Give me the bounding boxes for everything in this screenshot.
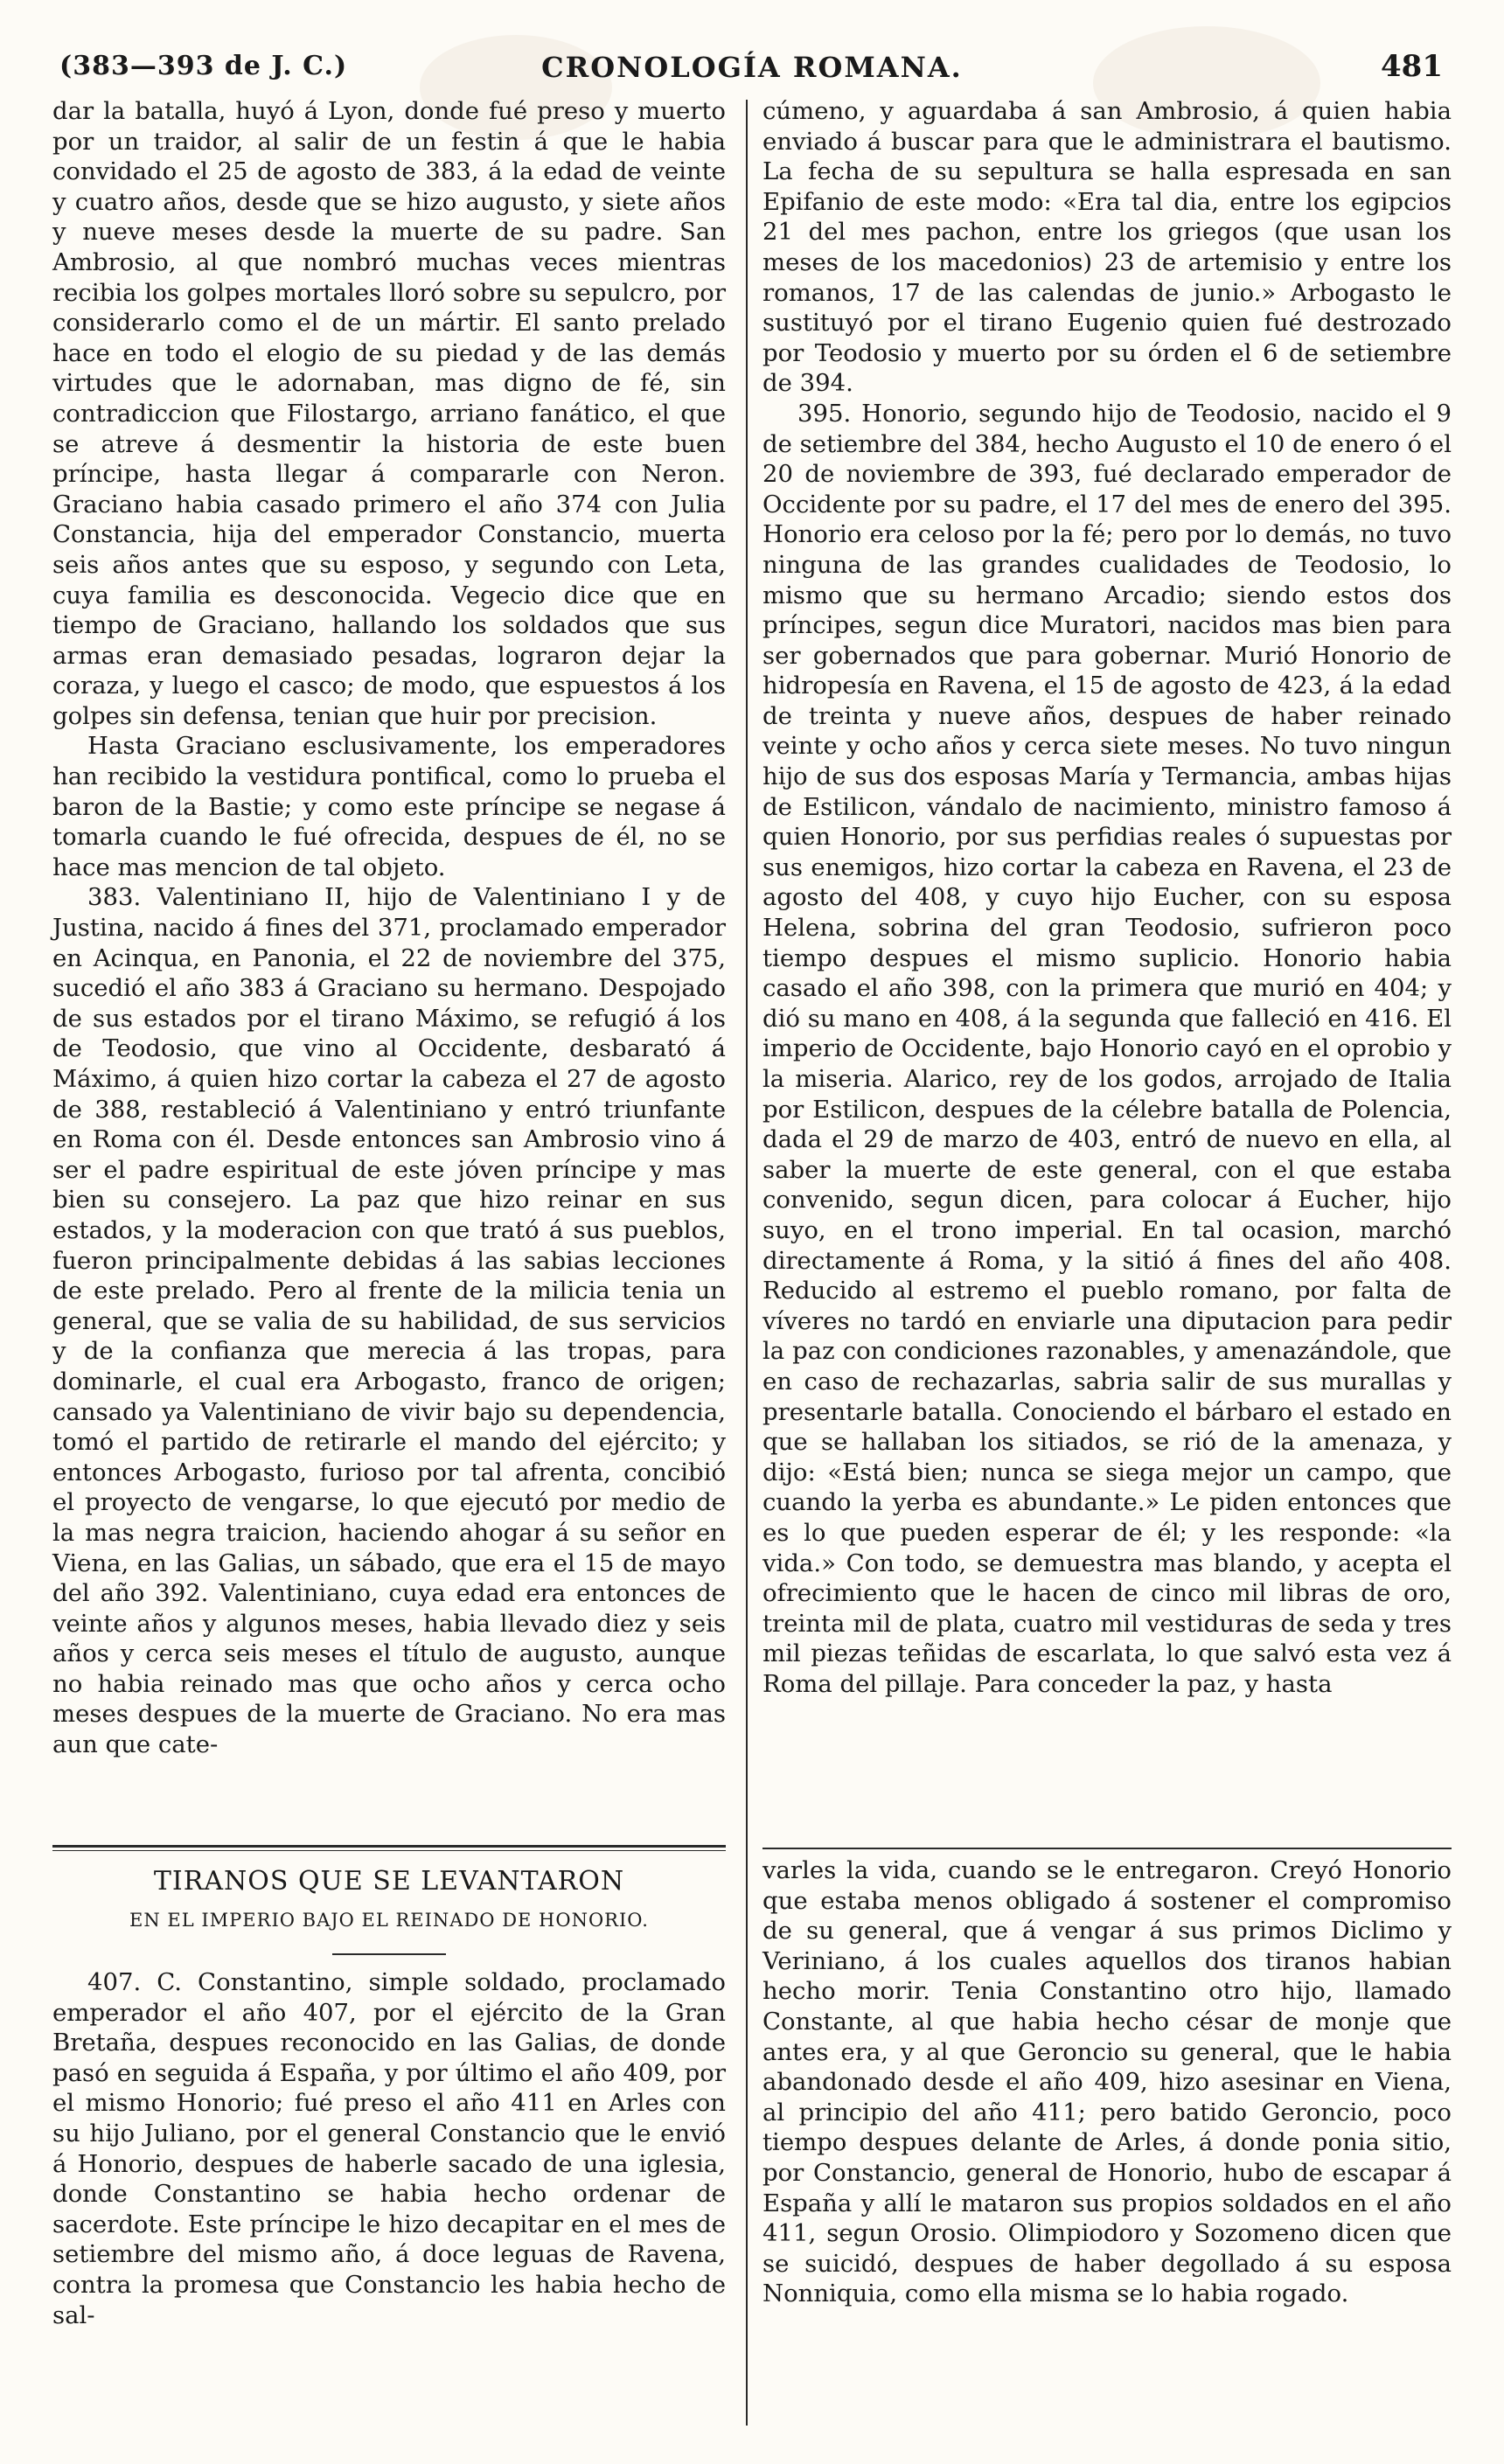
paragraph: 395. Honorio, segundo hijo de Teodosio, nacido el 9 de setiembre del 384, hecho Augusto el 10 de enero ó el 20 de noviembre de 393, fué declarado emperador de Occidente por su padre, el 17 del mes de enero del 395. Honorio era celoso por la fé; pero por lo demás, no tuvo ninguna de las grandes cualidades de Teodosio, lo mismo que su hermano Arcadio; siendo estos dos príncipes, segun dice Muratori, nacidos mas bien para ser gobernados que para gobernar. Murió Honorio de hidropesía en Ravena, el 15 de agosto de 423, á la edad de treinta y nueve años, despues de haber reinado veinte y ocho años y cerca siete meses. No tuvo ningun hijo de sus dos esposas María y Termancia, ambas hijas de Estilicon, vándalo de nacimiento, ministro famoso á quien Honorio, por sus perfidias reales ó supuestas por sus enemigos, hizo cortar la cabeza en Ravena, el 23 de agosto del 408, y cuyo hijo Eucher, con su esposa Helena, sobrina del gran Teodosio, sufrieron poco tiempo despues el mismo suplicio. Honorio habia casado el año 398, con la primera que murió en 404; y dió su mano en 408, á la segunda que falleció en 416. El imperio de Occidente, bajo Honorio cayó en el oprobio y la miseria. Alarico, rey de los godos, arrojado de Italia por Estilicon, despues de la célebre batalla de Polencia, dada el 29 de marzo de 403, entró de nuevo en ella, al saber la muerte de este general, con el que estaba convenido, segun dicen, para colocar á Eucher, hijo suyo, en el trono imperial. En tal ocasion, marchó directamente á Roma, y la sitió á fines del año 408. Reducido al estremo el pueblo romano, por falta de víveres no tardó en enviarle una diputacion para pedir la paz con condiciones razonables, y amenazándole, que en caso de rechazarlas, sabria salir de sus murallas y presentarle batalla. Conociendo el bárbaro el estado en que se hallaban los sitiados, se rió de la amenaza, y dijo: «Está bien; nunca se siega mejor un campo, que cuando la yerba es abundante.» Le piden entonces que es lo que pueden esperar de él; y les responde: «la vida.» Con todo, se demuestra mas blando, y acepta el ofrecimiento que le hacen de cinco mil libras de oro, treinta mil de plata, cuatro mil vestiduras de seda y tres mil piezas teñidas de escarlata, lo que salvó esta vez á Roma del pillaje. Para conceder la paz, y hasta <box>762 399 1452 1698</box>
page-number: 481 <box>1381 49 1443 84</box>
right-column-bottom <box>762 1855 1452 2424</box>
header-date-range: (383—393 de J. C.) <box>59 51 348 81</box>
left-column-bottom <box>52 1967 726 2422</box>
section-rule <box>52 1845 726 1848</box>
section-subtitle: EN EL IMPERIO BAJO EL REINADO DE HONORIO. <box>129 1910 649 1931</box>
header-title: CRONOLOGÍA ROMANA. <box>541 51 963 84</box>
paragraph: cúmeno, y aguardaba á san Ambrosio, á quien habia enviado á buscar para que le administrara el bautismo. La fecha de su sepultura se halla espresada en san Epifanio de este modo: «Era tal dia, entre los egipcios 21 del mes pachon, entre los griegos (que usan los meses de los macedonios) 23 de artemisio y entre los romanos, 17 de las calendas de junio.» Arbogasto le sustituyó por el tirano Eugenio quien fué destrozado por Teodosio y muerto por su órden el 6 de setiembre de 394. <box>762 97 1452 398</box>
paragraph: varles la vida, cuando se le entregaron. Creyó Honorio que estaba menos obligado á sostener el compromiso de su general, que á vengar á sus primos Diclimo y Veriniano, á los cuales aquellos dos tiranos habian hecho morir. Tenia Constantino otro hijo, llamado Constante, al que habia hecho césar de monje que antes era, y al que Geroncio su general, que le habia abandonado desde el año 409, hizo asesinar en Viena, al principio del año 411; pero batido Geroncio, poco tiempo despues delante de Arles, á donde ponia sitio, por Constancio, general de Honorio, hubo de escapar á España y allí le mataron sus propios soldados en el año 411, segun Orosio. Olimpiodoro y Sozomeno dicen que se suicidó, despues de haber degollado á su esposa Nonniquia, como ella misma se lo habia rogado. <box>762 1856 1452 2308</box>
section-title: TIRANOS QUE SE LEVANTARON <box>153 1866 625 1897</box>
column-divider <box>746 100 748 2426</box>
running-header <box>52 47 1452 91</box>
section-rule-thin <box>52 1850 726 1851</box>
left-column-top <box>52 96 726 1836</box>
paragraph: 407. C. Constantino, simple soldado, proclamado emperador el año 407, por el ejército de la Gran Bretaña, despues reconocido en las Galias, de donde pasó en seguida á España, y por último el año 409, por el mismo Honorio; fué preso el año 411 en Arles con su hijo Juliano, por el general Constancio que le envió á Honorio, despues de haberle sacado de una iglesia, donde Constantino se habia hecho ordenar de sacerdote. Este príncipe le hizo decapitar en el mes de setiembre del mismo año, á doce leguas de Ravena, contra la promesa que Constancio les habia hecho de sal- <box>52 1968 726 2329</box>
title-underline <box>332 1953 446 1955</box>
paragraph: Hasta Graciano esclusivamente, los emperadores han recibido la vestidura pontifical, como lo prueba el baron de la Bastie; y como este príncipe se negase á tomarla cuando le fué ofrecida, despues de él, no se hace mas mencion de tal objeto. <box>52 732 726 881</box>
right-column-top <box>762 96 1452 1836</box>
section-rule-right <box>762 1848 1452 1849</box>
document-page <box>52 47 1452 2434</box>
paragraph: dar la batalla, huyó á Lyon, donde fué preso y muerto por un traidor, al salir de un festin á que le habia convidado el 25 de agosto de 383, á la edad de veinte y cuatro años, desde que se hizo augusto, y siete años y nueve meses desde la muerte de su padre. San Ambrosio, al que nombró muchas veces mientras recibia los golpes mortales lloró sobre su sepulcro, por considerarlo como el de un mártir. El santo prelado hace en todo el elogio de su piedad y de las demás virtudes que le adornaban, mas digno de fé, sin contradiccion que Filostargo, arriano fanático, el que se atreve á desmentir la historia de este buen príncipe, hasta llegar á compararle con Neron. Graciano habia casado primero el año 374 con Julia Constancia, hija del emperador Constancio, muerta seis años antes que su esposo, y segundo con Leta, cuya familia es desconocida. Vegecio dice que en tiempo de Graciano, hallando los soldados que sus armas eran demasiado pesadas, lograron dejar la coraza, y luego el casco; de modo, que espuestos á los golpes sin defensa, tenian que huir por precision. <box>52 97 726 730</box>
paragraph: 383. Valentiniano II, hijo de Valentiniano I y de Justina, nacido á fines del 371, proclamado emperador en Acinqua, en Panonia, el 22 de noviembre del 375, sucedió el año 383 á Graciano su hermano. Despojado de sus estados por el tirano Máximo, se refugió á los de Teodosio, que vino al Occidente, desbarató á Máximo, á quien hizo cortar la cabeza el 27 de agosto de 388, restableció á Valentiniano y entró triunfante en Roma con él. Desde entonces san Ambrosio vino á ser el padre espiritual de este jóven príncipe y mas bien su consejero. La paz que hizo reinar en sus estados, y la moderacion con que trató á sus pueblos, fueron principalmente debidas á las sabias lecciones de este prelado. Pero al frente de la milicia tenia un general, que se valia de su habilidad, de sus servicios y de la confianza que merecia á las tropas, para dominarle, el cual era Arbogasto, franco de origen; cansado ya Valentiniano de vivir bajo su dependencia, tomó el partido de retirarle el mando del ejército; y entonces Arbogasto, furioso por tal afrenta, concibió el proyecto de vengarse, lo que ejecutó por medio de la mas negra traicion, haciendo ahogar á su señor en Viena, en las Galias, un sábado, que era el 15 de mayo del año 392. Valentiniano, cuya edad era entonces de veinte años y algunos meses, habia llevado diez y seis años y cerca seis meses el título de augusto, aunque no habia reinado mas que ocho años y cerca ocho meses despues de la muerte de Graciano. No era mas aun que cate- <box>52 883 726 1759</box>
